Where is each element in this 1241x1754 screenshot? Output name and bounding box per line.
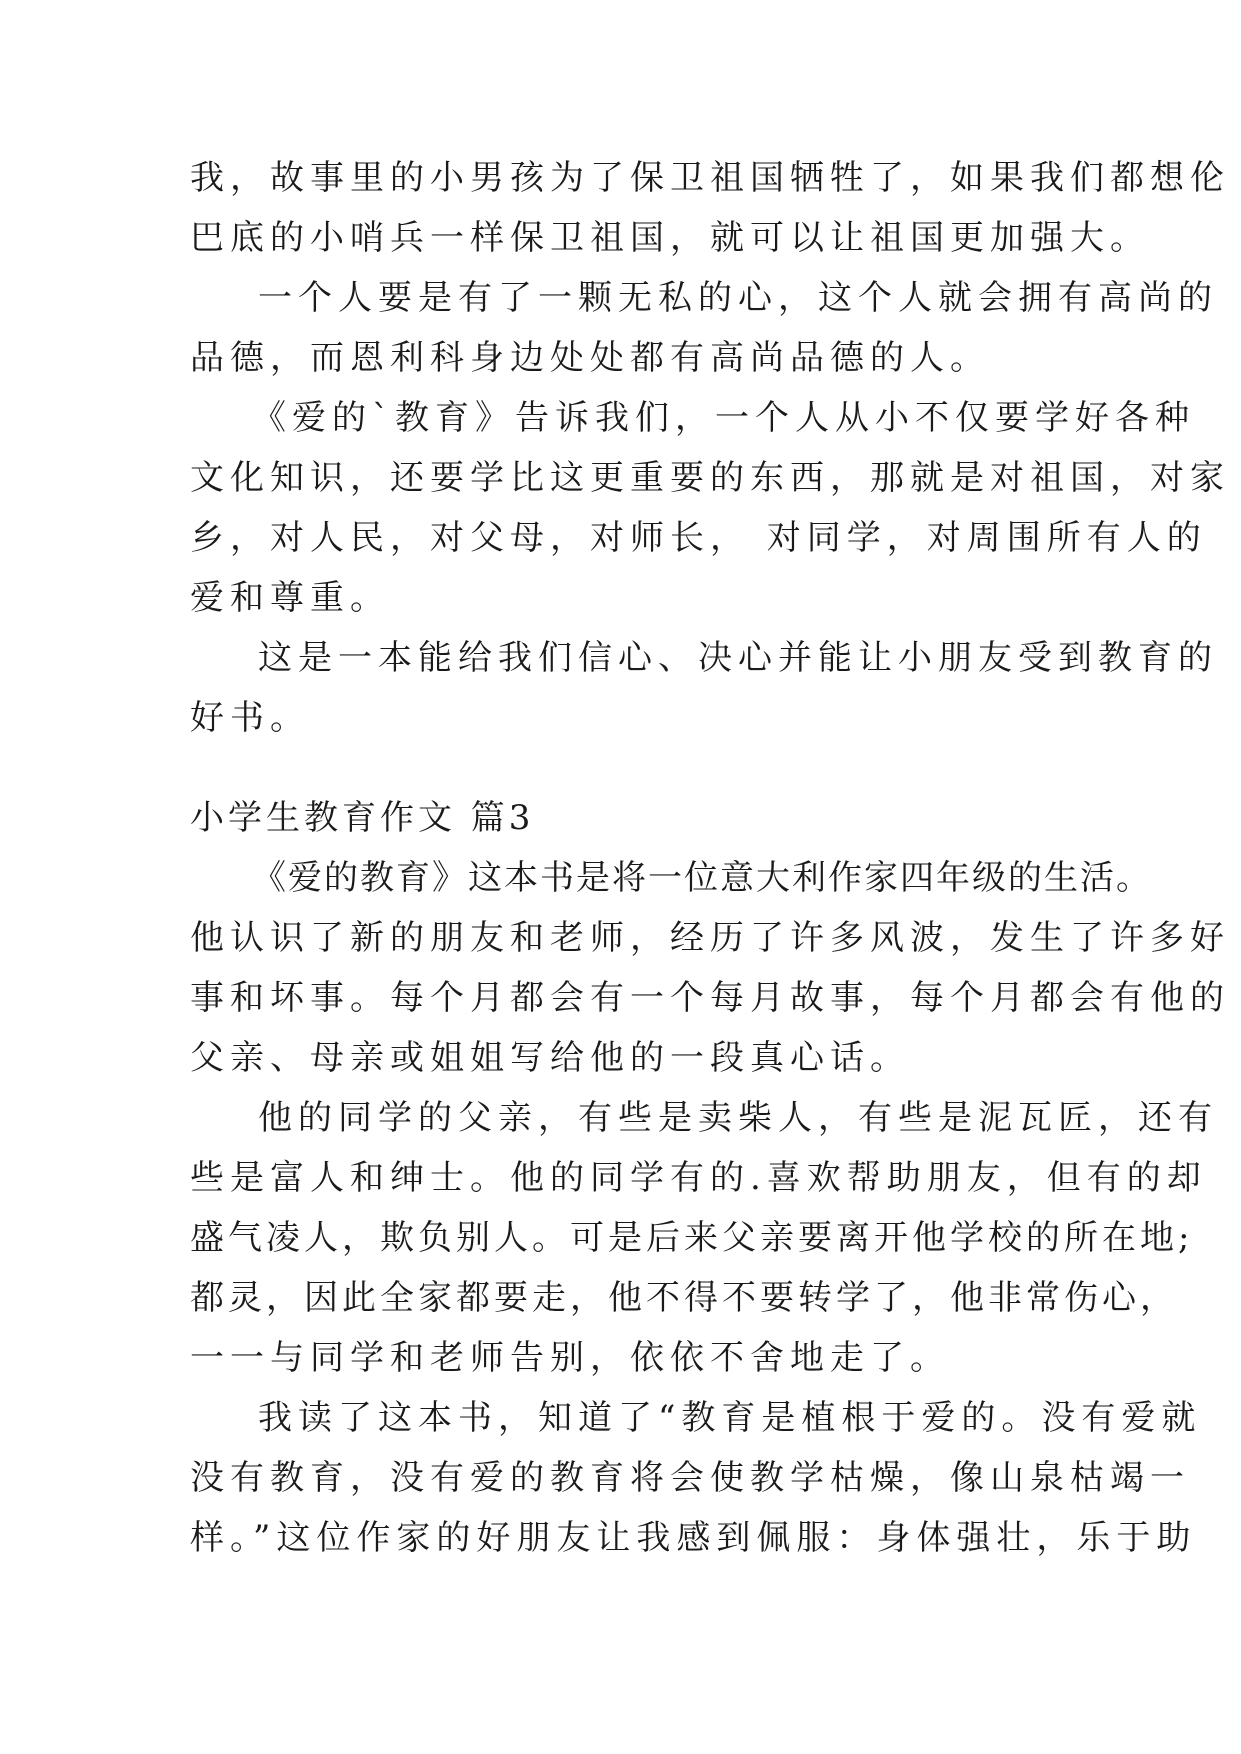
text-line: 好书。: [190, 698, 310, 738]
text-line: 父亲、母亲或姐姐写给他的一段真心话。: [190, 1038, 910, 1078]
text-line: 样。”这位作家的好朋友让我感到佩服：身体强壮，乐于助: [190, 1518, 1197, 1558]
text-line: 都灵，因此全家都要走，他不得不要转学了，他非常伤心，: [190, 1278, 1178, 1318]
text-line: 品德，而恩利科身边处处都有高尚品德的人。: [190, 338, 990, 378]
paragraph-start-line: 《爱的`教育》告诉我们，一个人从小不仅要学好各种: [252, 398, 1195, 438]
text-line: 些是富人和绅士。他的同学有的.喜欢帮助朋友，但有的却: [190, 1158, 1207, 1198]
text-line: 乡，对人民，对父母，对师长， 对同学，对周围所有人的: [190, 518, 1207, 558]
text-line: 一一与同学和老师告别，依依不舍地走了。: [190, 1338, 950, 1378]
text-line: 他认识了新的朋友和老师，经历了许多风波，发生了许多好: [190, 918, 1230, 958]
paragraph-start-line: 他的同学的父亲，有些是卖柴人，有些是泥瓦匠，还有: [258, 1098, 1218, 1138]
text-line: 巴底的小哨兵一样保卫祖国，就可以让祖国更加强大。: [190, 218, 1150, 258]
paragraph-start-line: 这是一本能给我们信心、决心并能让小朋友受到教育的: [258, 638, 1218, 678]
paragraph-start-line: 一个人要是有了一颗无私的心，这个人就会拥有高尚的: [258, 278, 1218, 318]
paragraph-start-line: 《爱的教育》这本书是将一位意大利作家四年级的生活。: [252, 858, 1152, 898]
text-line: 事和坏事。每个月都会有一个每月故事，每个月都会有他的: [190, 978, 1230, 1018]
text-line: 没有教育，没有爱的教育将会使教学枯燥，像山泉枯竭一: [190, 1458, 1190, 1498]
text-line: 盛气凌人，欺负别人。可是后来父亲要离开他学校的所在地;: [190, 1218, 1194, 1258]
paragraph-start-line: 我读了这本书，知道了“教育是植根于爱的。没有爱就: [258, 1398, 1202, 1438]
text-line: 文化知识，还要学比这更重要的东西，那就是对祖国，对家: [190, 458, 1230, 498]
section-heading: 小学生教育作文 篇3: [190, 798, 535, 838]
text-line: 爱和尊重。: [190, 578, 390, 618]
text-line: 我，故事里的小男孩为了保卫祖国牺牲了，如果我们都想伦: [190, 158, 1230, 198]
